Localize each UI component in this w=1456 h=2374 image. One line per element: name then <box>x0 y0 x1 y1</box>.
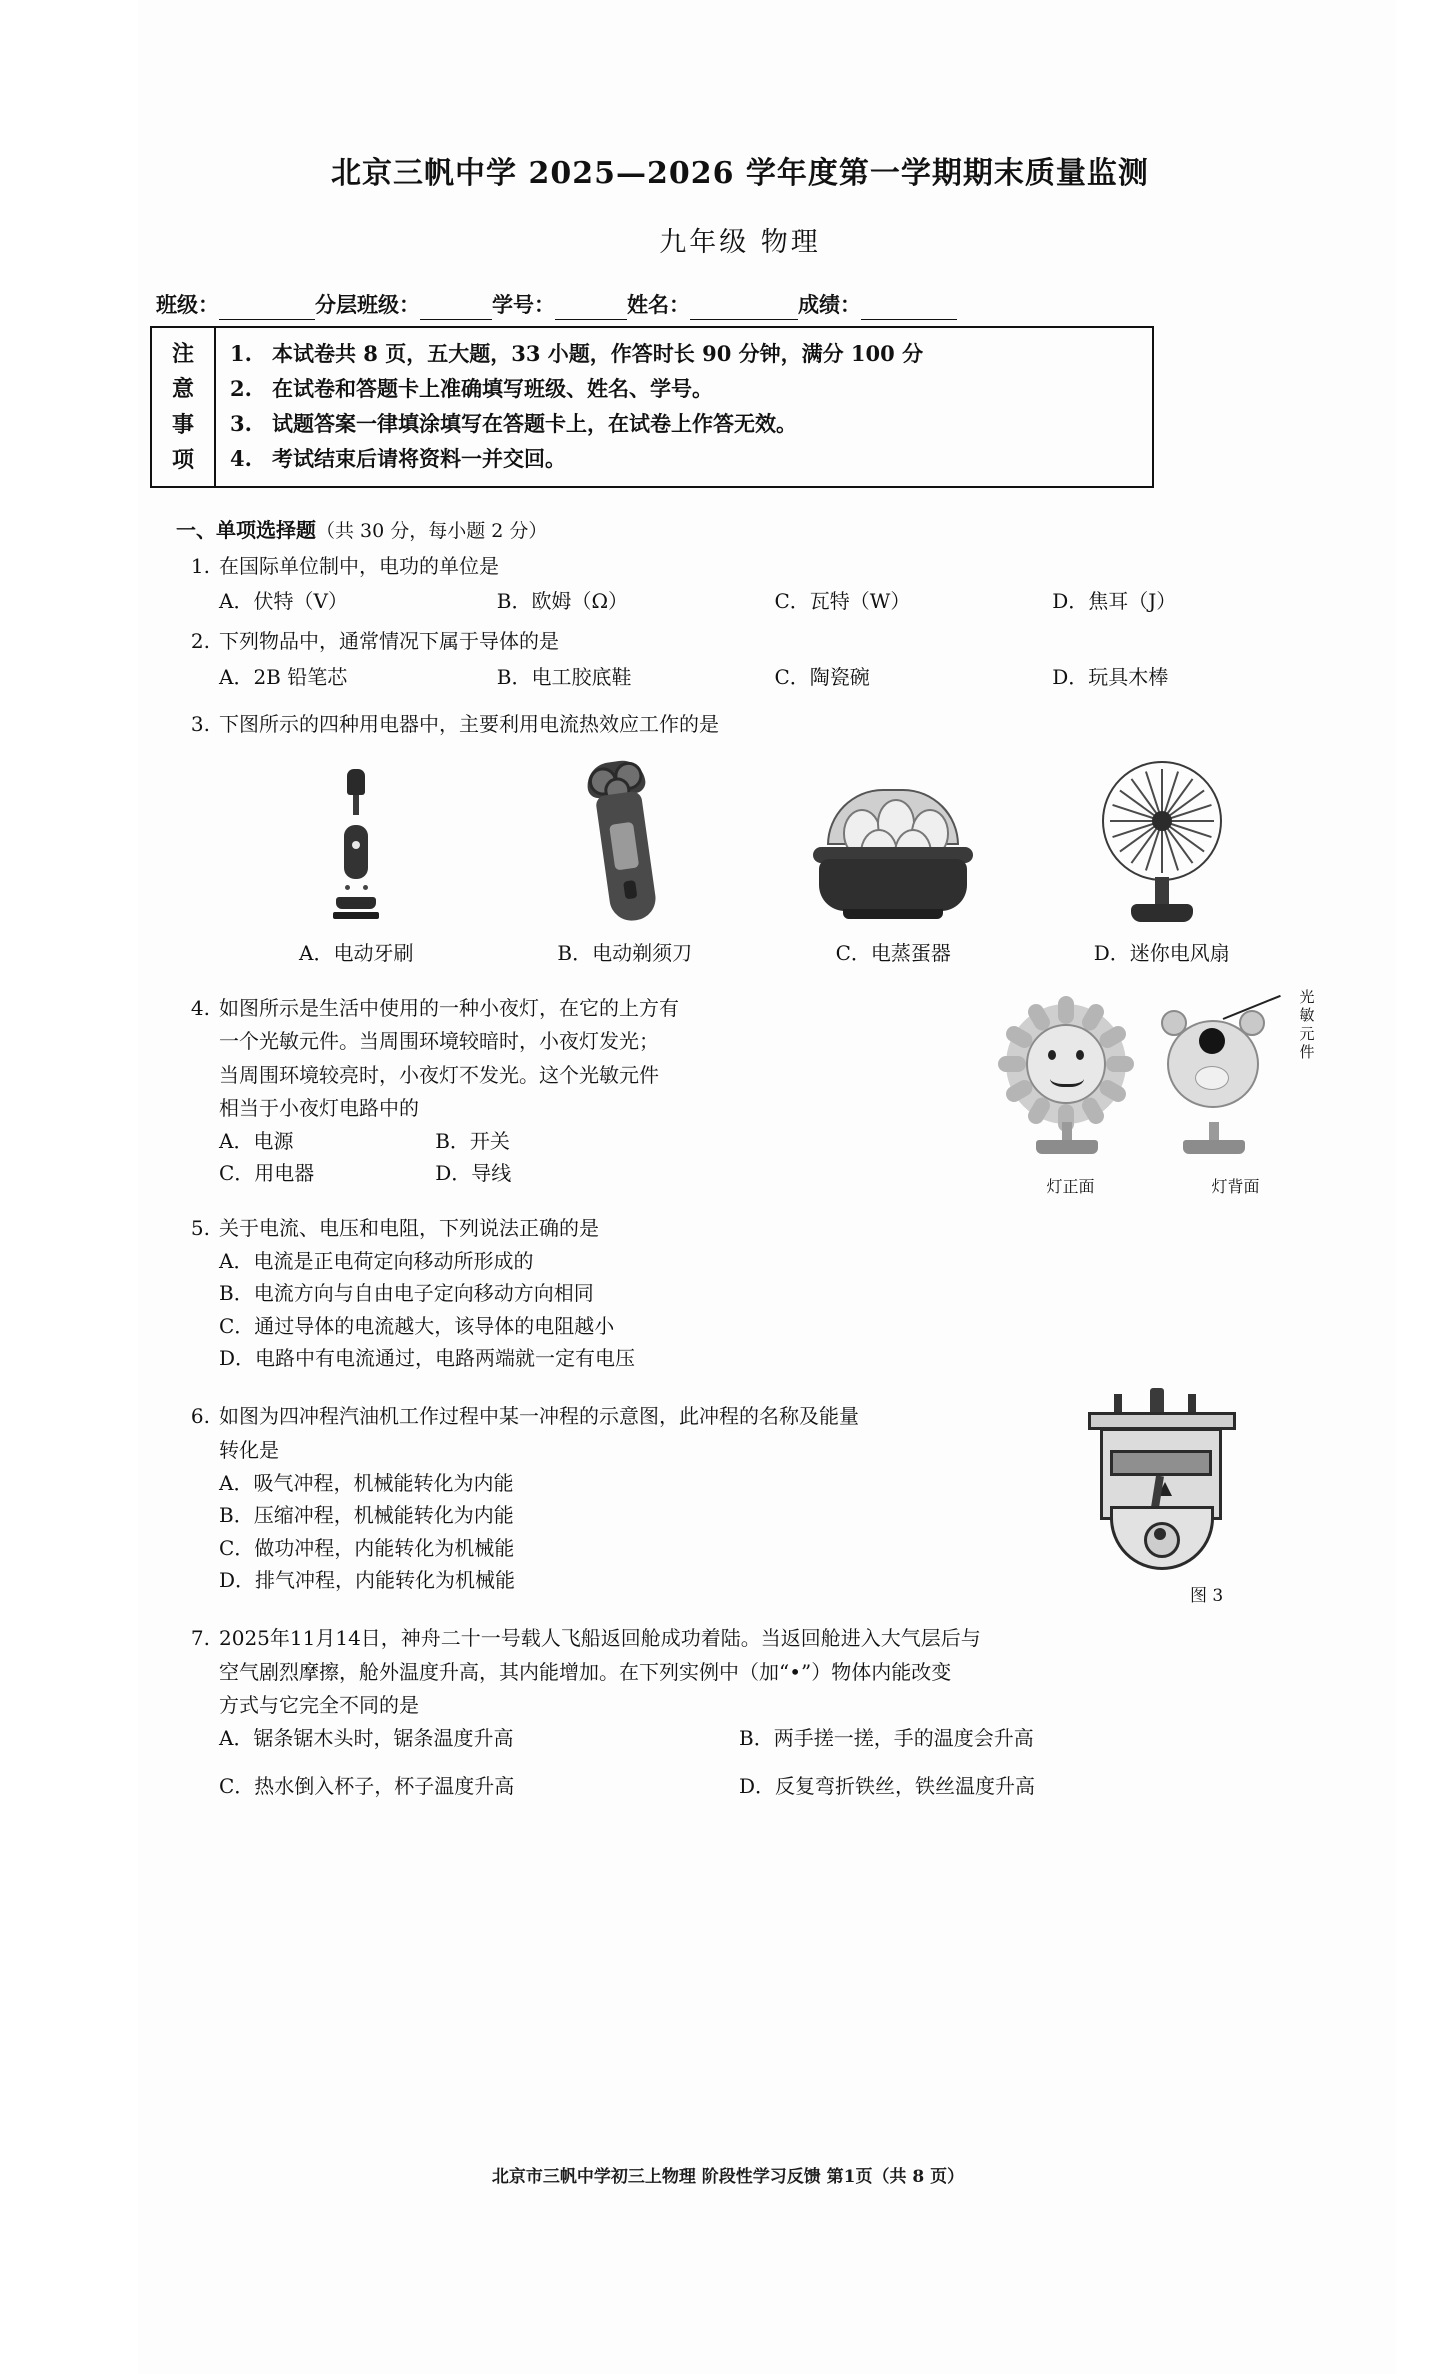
question-3 <box>150 708 1330 970</box>
question-7 <box>150 1622 1330 1802</box>
question-4-figure-captions <box>988 1174 1318 1201</box>
caption-lamp-back: 灯背面 <box>1211 1177 1260 1197</box>
question-1 <box>150 550 1330 618</box>
option-b[interactable]: B．开关 <box>435 1128 510 1153</box>
egg-steamer-icon <box>813 789 973 929</box>
question-number: 1. <box>190 554 210 579</box>
nightlight-front-icon <box>1006 1004 1126 1154</box>
page-title: 北京三帆中学 2025—2026 学年度第一学期期末质量监测 <box>331 156 1149 191</box>
option-c[interactable]: C．热水倒入杯子，杯子温度升高 <box>219 1774 515 1799</box>
option-b[interactable]: B．电流方向与自由电子定向移动方向相同 <box>219 1281 594 1306</box>
question-number: 2. <box>190 629 210 654</box>
option-b[interactable]: B．电工胶底鞋 <box>496 664 632 689</box>
stem-line-2: 空气剧烈摩擦，舱外温度升高，其内能增加。在下列实例中（加“•”）物体内能改变 <box>219 1659 952 1684</box>
notice-item <box>230 372 1144 406</box>
stem-line-2: 转化是 <box>219 1437 279 1462</box>
notice-item-number: 1. <box>230 341 252 366</box>
student-id-input-blank[interactable] <box>555 297 627 320</box>
option-d[interactable]: D．反复弯折铁丝，铁丝温度升高 <box>739 1774 1036 1799</box>
question-stem: 下列物品中，通常情况下属于导体的是 <box>219 629 559 654</box>
notice-item-text: 在试卷和答题卡上准确填写班级、姓名、学号。 <box>272 376 713 402</box>
option-c[interactable]: C．陶瓷碗 <box>774 664 870 689</box>
figure-electric-shaver <box>501 751 748 929</box>
page-footer: 北京市三帆中学初三上物理 阶段性学习反馈 第1页（共 8 页） <box>491 2167 965 2187</box>
stem-line-1: 如图所示是生活中使用的一种小夜灯，在它的上方有 <box>219 996 679 1021</box>
section-note: （共 30 分，每小题 2 分） <box>316 520 548 543</box>
page-content <box>150 0 1330 1803</box>
four-stroke-engine-diagram-icon <box>1076 1398 1266 1578</box>
electric-toothbrush-icon <box>333 769 379 929</box>
student-info-row <box>150 289 1330 320</box>
option-c[interactable]: C．通过导体的电流越大，该导体的电阻越小 <box>219 1313 615 1338</box>
notice-item-number: 4. <box>230 446 252 472</box>
notice-item <box>230 442 1144 476</box>
class-label: 班级： <box>156 292 219 317</box>
question-stem: 下图所示的四种用电器中，主要利用电流热效应工作的是 <box>219 711 719 736</box>
notice-item <box>230 407 1144 441</box>
option-c[interactable]: C．做功冲程，内能转化为机械能 <box>219 1535 515 1560</box>
question-4 <box>150 988 1330 1197</box>
notice-item-text: 本试卷共 8 页，五大题，33 小题，作答时长 90 分钟，满分 100 分 <box>272 341 924 366</box>
option-a[interactable]: A．伏特（V） <box>219 589 348 614</box>
question-6-figure <box>1070 1396 1300 1611</box>
option-b[interactable]: B．欧姆（Ω） <box>496 589 629 614</box>
question-number: 3. <box>190 711 210 736</box>
mini-electric-fan-icon <box>1097 761 1227 929</box>
figure-mini-electric-fan <box>1038 751 1285 929</box>
stem-line-1: 如图为四冲程汽油机工作过程中某一冲程的示意图，此冲程的名称及能量 <box>219 1404 859 1429</box>
stem-line-3: 方式与它完全不同的是 <box>219 1692 419 1717</box>
option-a[interactable]: A．锯条锯木头时，锯条温度升高 <box>219 1725 514 1750</box>
stem-line-1: 2025年11月14日，神舟二十一号载人飞船返回舱成功着陆。当返回舱进入大气层后与 <box>219 1626 981 1651</box>
section-heading <box>150 514 1330 543</box>
section-title: 一、单项选择题 <box>176 518 316 543</box>
nightlight-back-icon <box>1153 1004 1273 1154</box>
name-input-blank[interactable] <box>690 297 798 320</box>
student-id-label: 学号： <box>492 292 555 317</box>
notice-item <box>230 337 1144 371</box>
scan-margin-left <box>0 0 138 2374</box>
stem-line-2: 一个光敏元件。当周围环境较暗时，小夜灯发光； <box>219 1029 659 1054</box>
option-a[interactable]: A．电源 <box>219 1128 294 1153</box>
question-3-options <box>176 937 1330 970</box>
notice-item-text: 考试结束后请将资料一并交回。 <box>272 446 566 472</box>
question-stem <box>219 1622 1330 1722</box>
option-d[interactable]: D．电路中有电流通过，电路两端就一定有电压 <box>219 1346 636 1371</box>
notice-item-number: 3. <box>230 411 252 437</box>
option-d[interactable]: D．迷你电风扇 <box>1093 941 1230 965</box>
notice-item-number: 2. <box>230 376 252 402</box>
option-a[interactable]: A．电动牙刷 <box>299 941 414 965</box>
name-label: 姓名： <box>627 292 690 317</box>
question-3-figures <box>176 751 1330 929</box>
figure-egg-steamer <box>770 751 1017 929</box>
notice-items <box>216 328 1152 486</box>
option-d[interactable]: D．导线 <box>435 1161 512 1186</box>
class-input-blank[interactable] <box>219 297 315 320</box>
question-5 <box>150 1212 1330 1375</box>
notice-side-char-2: 意 <box>171 376 194 403</box>
caption-lamp-front: 灯正面 <box>1046 1177 1095 1197</box>
notice-side-char-4: 项 <box>171 447 194 474</box>
notice-side-char-3: 事 <box>171 411 194 438</box>
question-stem: 在国际单位制中，电功的单位是 <box>219 554 499 579</box>
option-a[interactable]: A．电流是正电荷定向移动所形成的 <box>219 1248 534 1273</box>
question-5-options <box>176 1245 1330 1375</box>
level-class-input-blank[interactable] <box>420 297 492 320</box>
photosensitive-element-icon <box>1199 1028 1225 1054</box>
figure-caption: 图 3 <box>1190 1586 1224 1607</box>
option-c[interactable]: C．用电器 <box>219 1161 315 1186</box>
option-b[interactable]: B．电动剃须刀 <box>557 941 693 965</box>
level-class-label: 分层班级： <box>315 292 420 317</box>
option-a[interactable]: A．吸气冲程，机械能转化为内能 <box>219 1470 514 1495</box>
option-d[interactable]: D．焦耳（J） <box>1052 589 1177 614</box>
option-c[interactable]: C．电蒸蛋器 <box>835 941 951 965</box>
option-c[interactable]: C．瓦特（W） <box>774 589 911 614</box>
option-a[interactable]: A．2B 铅笔芯 <box>219 664 348 689</box>
option-b[interactable]: B．压缩冲程，机械能转化为内能 <box>219 1503 514 1528</box>
question-number: 5. <box>190 1215 210 1240</box>
question-4-figure <box>988 986 1318 1216</box>
question-2 <box>150 625 1330 693</box>
score-label: 成绩： <box>798 292 861 317</box>
question-number: 6. <box>190 1404 210 1429</box>
notice-side-label <box>152 328 216 486</box>
question-stem: 关于电流、电压和电阻，下列说法正确的是 <box>219 1215 599 1240</box>
option-d[interactable]: D．排气冲程，内能转化为机械能 <box>219 1568 516 1593</box>
stem-line-4: 相当于小夜灯电路中的 <box>219 1095 419 1120</box>
notice-side-char-1: 注 <box>171 340 194 367</box>
score-input-blank[interactable] <box>861 297 957 320</box>
notice-box <box>150 326 1154 488</box>
question-number: 7. <box>190 1626 210 1651</box>
question-1-options <box>176 585 1330 618</box>
question-2-options <box>176 661 1330 694</box>
question-number: 4. <box>190 996 210 1021</box>
page-subtitle: 九年级 物理 <box>659 227 821 258</box>
stem-line-3: 当周围环境较亮时，小夜灯不发光。这个光敏元件 <box>219 1062 659 1087</box>
photosensor-callout-label: 光敏元件 <box>1299 988 1315 1062</box>
question-4-options <box>176 1125 679 1190</box>
option-d[interactable]: D．玩具木棒 <box>1052 664 1169 689</box>
question-7-options <box>176 1722 1259 1803</box>
notice-item-text: 试题答案一律填涂填写在答题卡上，在试卷上作答无效。 <box>272 411 797 437</box>
question-6 <box>150 1400 1330 1607</box>
electric-shaver-icon <box>578 757 671 933</box>
scan-margin-right <box>1396 0 1456 2374</box>
option-b[interactable]: B．两手搓一搓，手的温度会升高 <box>739 1725 1034 1750</box>
figure-electric-toothbrush <box>233 751 480 929</box>
